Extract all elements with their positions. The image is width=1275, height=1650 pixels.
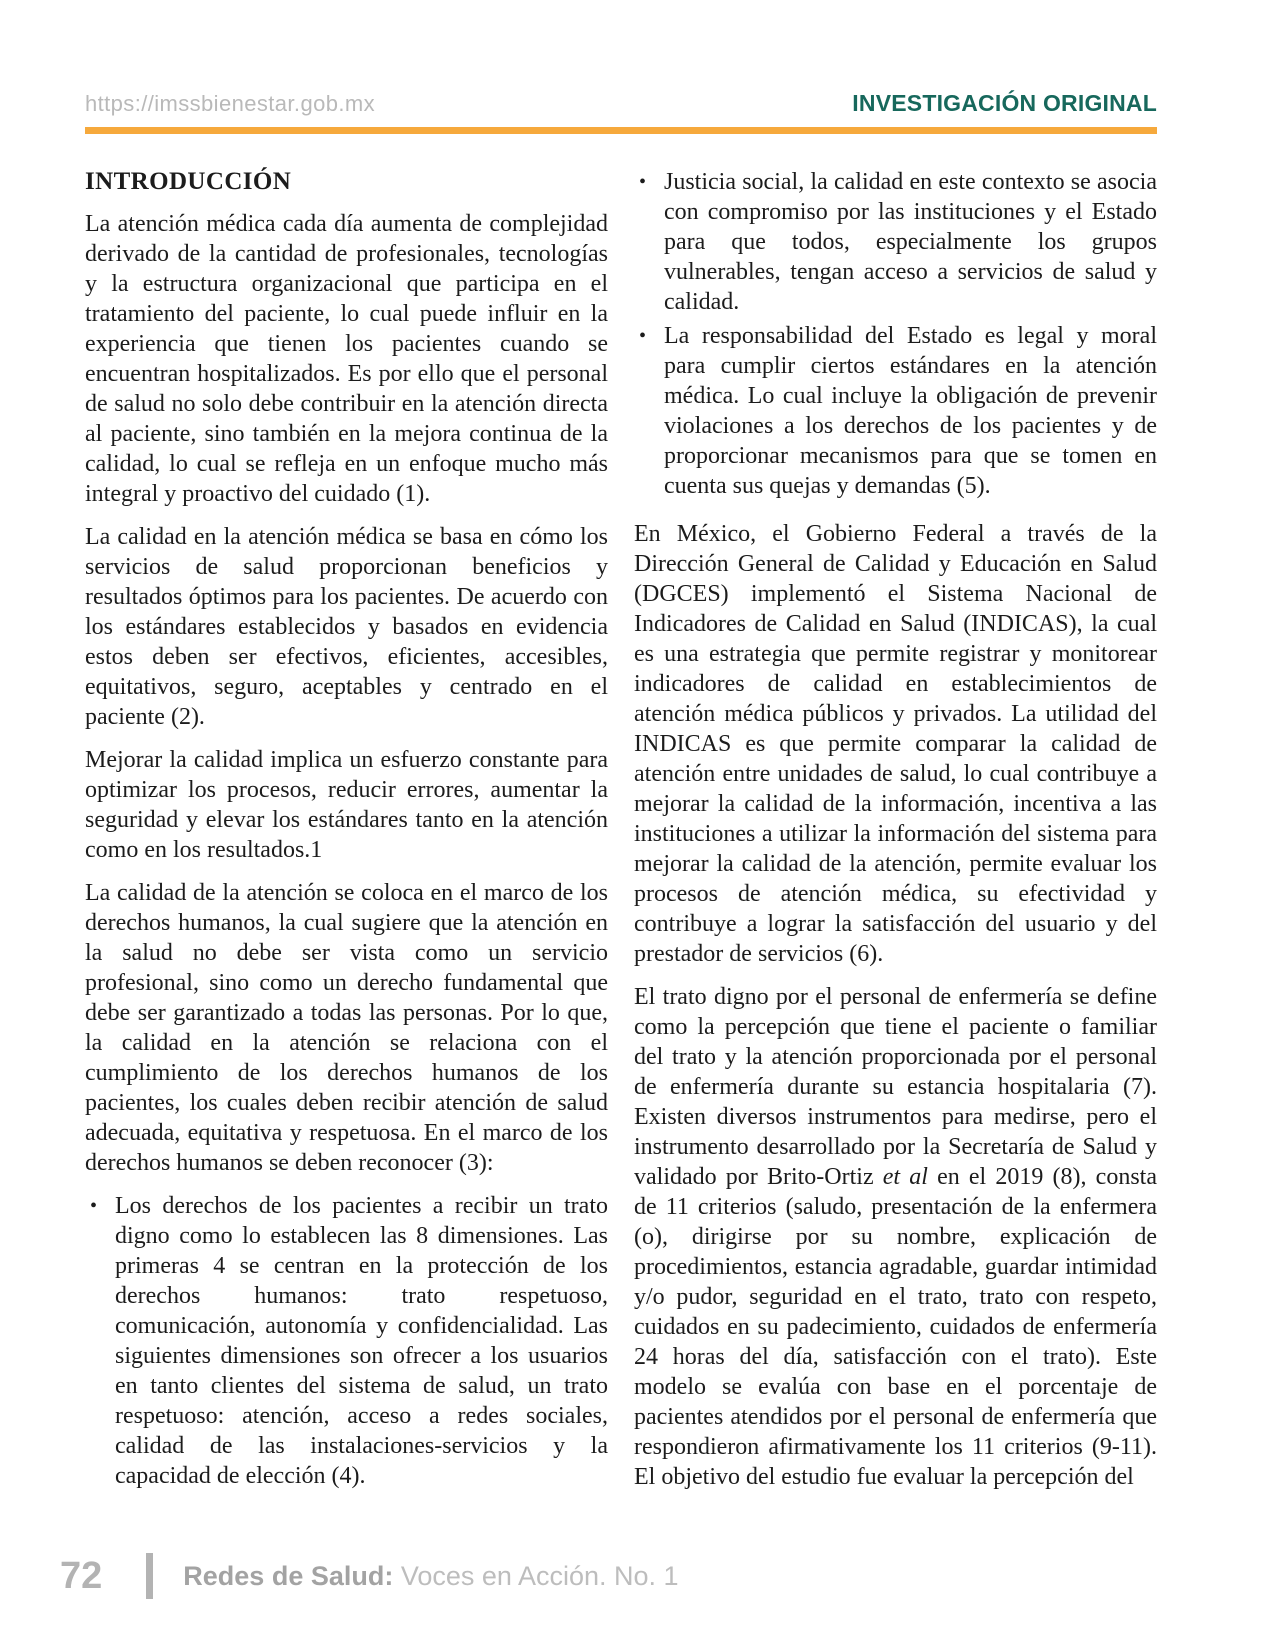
page-header: [85, 90, 1157, 117]
paragraph-calidad-atencion: La calidad en la atención médica se basa en cómo los servicios de salud proporcionan beneficios y resultados óptimos para los pacientes. De acuerdo con los estándares establecidos y basados en evidencia estos deben ser efectivos, eficientes, accesibles, equitativos, seguro, aceptables y centrado en el paciente (2).: [85, 524, 608, 730]
article-body: [85, 167, 1157, 1505]
page-number: 72: [60, 1555, 103, 1597]
paragraph-mexico-indicas: En México, el Gobierno Federal a través de la Dirección General de Calidad y Educación en Salud (DGCES) implementó el Sistema Nacional de Indicadores de Calidad en Salud (INDICAS), la cual es una estrategia que permite registrar y monitorear indicadores de calidad en establecimientos de atención médica públicos y privados. La utilidad del INDICAS es que permite comparar la calidad de atención entre unidades de salud, lo cual contribuye a mejorar la calidad de la información, incentiva a las instituciones a utilizar la información del sistema para mejorar la calidad de la atención, permite evaluar los procesos de atención médica, su efectividad y contribuye a lograr la satisfacción del usuario y del prestador de servicios (6).: [634, 521, 1157, 967]
footer-divider-bar: [146, 1553, 153, 1599]
paragraph-run-italic: et al: [882, 1164, 928, 1190]
paragraph-atencion-medica: La atención médica cada día aumenta de complejidad derivado de la cantidad de profesionales, tecnologías y la estructura organizacional que participa en el tratamiento del paciente, lo cual puede influir en la experiencia que tienen los pacientes cuando se encuentran hospitalizados. Es por ello que el personal de salud no solo debe contribuir en la atención directa al paciente, sino también en la mejora continua de la calidad, lo cual se refleja en un enfoque mucho más integral y proactivo del cuidado (1).: [85, 211, 608, 507]
list-item-justicia-social: [634, 167, 1157, 317]
paragraph-run: El trato digno por el personal de enfermería se define como la percepción que tiene el paciente o familiar del trato y la atención proporcionada por el personal de enfermería durante su estancia hospitalaria (7). Existen diversos instrumentos para medirse, pero el instrumento desarrollado por la Secretaría de Salud y validado por Brito-Ortiz: [634, 984, 1157, 1190]
paragraph-trato-digno-enfermeria: [634, 982, 1157, 1492]
paragraph-run: en el 2019 (8), consta de 11 criterios (saludo, presentación de la enfermera (o), dirigirse por su nombre, explicación de procedimientos, estancia agradable, guardar intimidad y/o pudor, seguridad en el trato, trato con respeto, cuidados en su padecimiento, cuidados de enfermería 24 horas del día, satisfacción con el trato). Este modelo se evalúa con base en el porcentaje de pacientes atendidos por el personal de enfermería que respondieron afirmativamente los 11 criterios (9-11). El objetivo del estudio fue evaluar la percepción del: [634, 1164, 1157, 1490]
header-url-link[interactable]: https://imssbienestar.gob.mx: [85, 91, 375, 116]
journal-title: [183, 1552, 678, 1600]
paragraph-mejorar-calidad: Mejorar la calidad implica un esfuerzo constante para optimizar los procesos, reducir errores, aumentar la seguridad y elevar los estándares tanto en la atención como en los resultados.1: [85, 747, 608, 863]
list-item-trato-digno: [85, 1191, 608, 1491]
header-section-label: INVESTIGACIÓN ORIGINAL: [852, 90, 1157, 116]
introduction-heading: INTRODUCCIÓN: [85, 168, 292, 195]
header-divider-rule: [85, 127, 1157, 134]
list-item-text: La responsabilidad del Estado es legal y moral para cumplir ciertos estándares en la atención médica. Lo cual incluye la obligación de prevenir violaciones a los derechos de los pacientes y de proporcionar mecanismos para que se tomen en cuenta sus quejas y demandas (5).: [664, 323, 1157, 499]
list-item-responsabilidad-estado: [634, 321, 1157, 501]
right-column: [634, 167, 1157, 1505]
list-item-text: Los derechos de los pacientes a recibir un trato digno como lo establecen las 8 dimensiones. Las primeras 4 se centran en la protección de los derechos humanos: trato respetuoso, comunicación, autonomía y confidencialidad. Las siguientes dimensiones son ofrecer a los usuarios en tanto clientes del sistema de salud, un trato respetuoso: atención, acceso a redes sociales, calidad de las instalaciones-servicios y la capacidad de elección (4).: [115, 1193, 608, 1489]
page-footer: [60, 1552, 679, 1600]
bullet-icon: •: [639, 325, 647, 347]
left-column: [85, 167, 608, 1505]
bullet-icon: •: [90, 1195, 98, 1217]
journal-title-rest: Voces en Acción. No. 1: [393, 1561, 679, 1591]
list-item-text: Justicia social, la calidad en este contexto se asocia con compromiso por las instituciones y el Estado para que todos, especialmente los grupos vulnerables, tengan acceso a servicios de salud y calidad.: [664, 169, 1157, 315]
paragraph-derechos-humanos: La calidad de la atención se coloca en el marco de los derechos humanos, la cual sugiere que la atención en la salud no debe ser vista como un servicio profesional, sino como un derecho fundamental que debe ser garantizado a todas las personas. Por lo que, la calidad en la atención se relaciona con el cumplimiento de los derechos humanos de los pacientes, los cuales deben recibir atención de salud adecuada, equitativa y respetuosa. En el marco de los derechos humanos se deben reconocer (3):: [85, 880, 608, 1176]
bullet-icon: •: [639, 171, 647, 193]
journal-title-bold: Redes de Salud:: [183, 1561, 394, 1591]
